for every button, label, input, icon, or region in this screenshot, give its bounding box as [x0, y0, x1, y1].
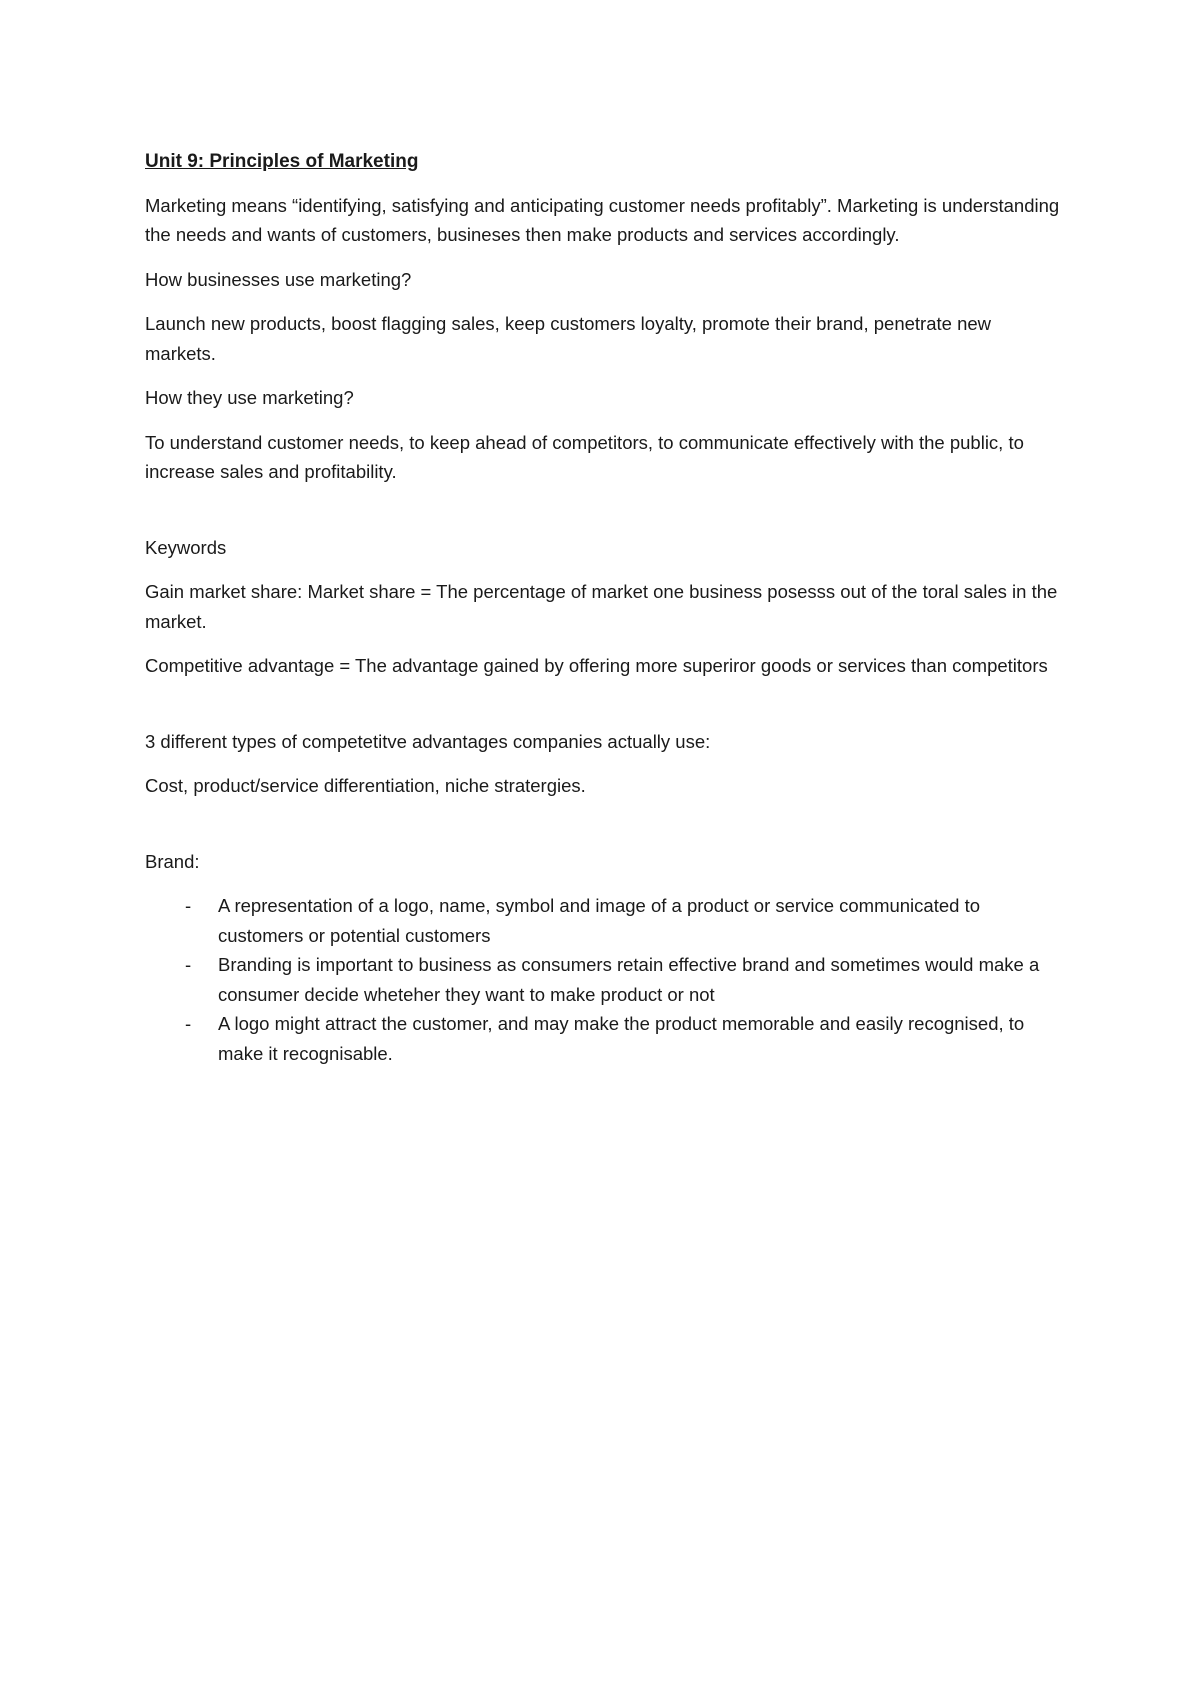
blank-line	[145, 816, 1065, 847]
list-item	[145, 891, 1065, 950]
advantage-types-heading: 3 different types of competetitve advantages companies actually use:	[145, 730, 711, 752]
intro-paragraph: Marketing means “identifying, satisfying and anticipating customer needs profitably”. Marketing is understanding the needs and wants of customers, busineses then make products and services accordingly.	[145, 194, 1060, 245]
document-title: Unit 9: Principles of Marketing	[145, 151, 419, 172]
keyword-competitive-advantage: Competitive advantage = The advantage gained by offering more superiror goods or services than competitors	[145, 655, 1048, 676]
brand-bullet-list	[145, 891, 1065, 1068]
list-item-text: A logo might attract the customer, and may make the product memorable and easily recognised, to make it recognisable.	[218, 1013, 1025, 1064]
blank-line	[145, 696, 1065, 727]
question-business-use: How businesses use marketing?	[145, 268, 412, 290]
brand-heading: Brand:	[145, 850, 200, 872]
question-how-use: How they use marketing?	[145, 387, 354, 408]
list-item	[145, 950, 1065, 1009]
keywords-heading: Keywords	[145, 536, 227, 558]
answer-how-use: To understand customer needs, to keep ahead of competitors, to communicate effectively with the public, to increase sales and profitability.	[145, 431, 1024, 482]
keyword-market-share: Gain market share: Market share = The percentage of market one business posesss out of the toral sales in the market.	[145, 581, 1058, 632]
list-item	[145, 1009, 1065, 1068]
bullet-marker: -	[185, 954, 192, 975]
document-body	[145, 147, 1065, 1068]
answer-business-use: Launch new products, boost flagging sales, keep customers loyalty, promote their brand, penetrate new markets.	[145, 313, 992, 364]
list-item-text: A representation of a logo, name, symbol and image of a product or service communicated to customers or potential customers	[218, 895, 980, 946]
advantage-types-list: Cost, product/service differentiation, niche stratergies.	[145, 775, 586, 796]
list-item-text: Branding is important to business as consumers retain effective brand and sometimes would make a consumer decide wheteher they want to make product or not	[218, 954, 1040, 1005]
bullet-marker: -	[185, 1013, 192, 1034]
blank-line	[145, 502, 1065, 533]
bullet-marker: -	[185, 895, 192, 916]
